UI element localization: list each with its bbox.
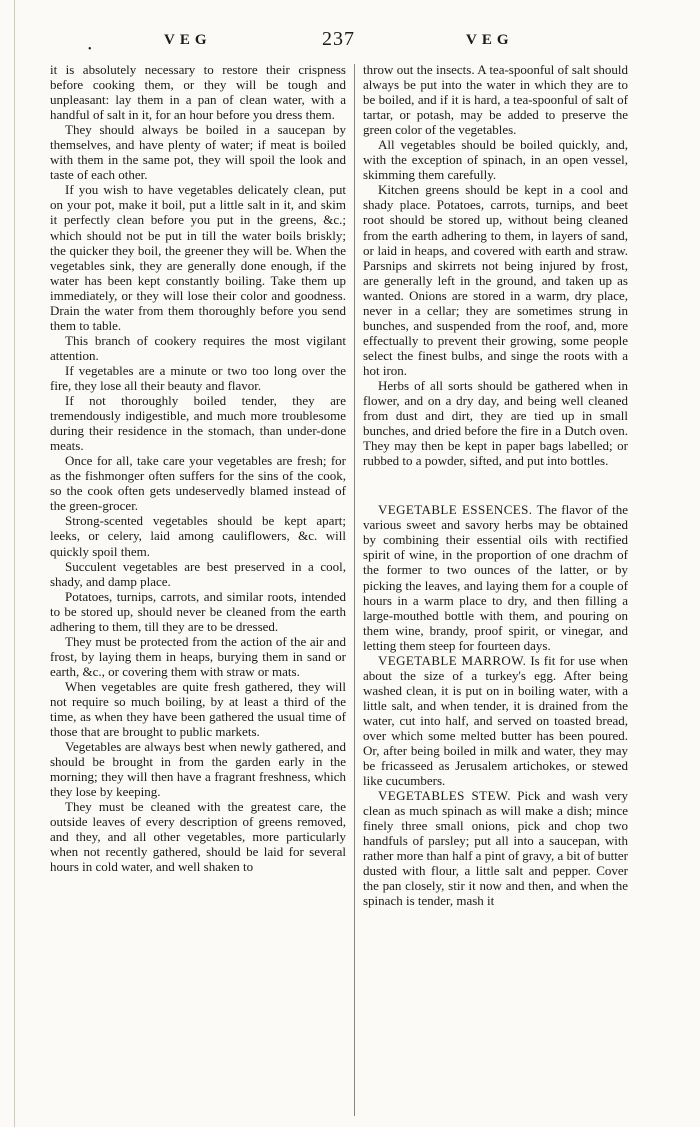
running-head-right: VEG bbox=[466, 32, 514, 48]
paragraph: Once for all, take care your vegetables are fresh; for as the fishmonger often suffers for the sins of the cook, so the cook often gets undeservedly blamed instead of the green-grocer. bbox=[50, 453, 346, 514]
paragraph: Strong-scented vegetables should be kept apart; leeks, or celery, laid among cauliflowers, &c. will quickly spoil them. bbox=[50, 513, 346, 559]
paragraph: If not thoroughly boiled tender, they are tremendously indigestible, and much more troublesome during their residence in the stomach, than under-done meats. bbox=[50, 393, 346, 454]
entry-heading: VEGETABLES STEW. bbox=[378, 788, 511, 804]
column-divider bbox=[354, 64, 355, 1116]
paragraph: Herbs of all sorts should be gathered when in flower, and on a dry day, and being well cleaned from dust and dirt, they are tied up in small bunches, and dried before the fire in a Dutch oven. They may then be kept in paper bags labelled; or rubbed to a powder, sifted, and put into bottles. bbox=[363, 377, 628, 469]
entry-heading: VEGETABLE MARROW. bbox=[378, 652, 527, 668]
running-head bbox=[0, 28, 700, 52]
entry-vegetables-stew bbox=[363, 788, 628, 908]
entry-vegetable-essences bbox=[363, 502, 628, 652]
paragraph: This branch of cookery requires the most vigilant attention. bbox=[50, 332, 346, 363]
right-column bbox=[363, 62, 628, 909]
paragraph: Potatoes, turnips, carrots, and similar roots, intended to be stored up, should never be cleaned from the earth adhering to them, till they are to be dressed. bbox=[50, 588, 346, 634]
running-head-left: VEG bbox=[164, 32, 212, 48]
page-edge-line bbox=[14, 0, 15, 1127]
paragraph: throw out the insects. A tea-spoonful of salt should always be put into the water in which they are to be boiled, and if it is hard, a tea-spoonful of salt of tartar, or potash, may be added to preserve the green color of the vegetables. bbox=[363, 62, 628, 138]
left-column bbox=[50, 62, 346, 875]
margin-dot: • bbox=[88, 44, 92, 55]
paragraph: If you wish to have vegetables delicately clean, put on your pot, make it boil, put a little salt in it, and skim it perfectly clean before you put in the greens, &c.; which should not be put in till the water boils briskly; the quicker they boil, the greener they will be. When the vegetables sink, they are generally done enough, if the water has been kept constantly boiling. Take them up immediately, or they will lose their color and goodness. Drain the water from them thoroughly before you send them to table. bbox=[50, 182, 346, 333]
entry-text: Is fit for use when about the size of a turkey's egg. After being washed clean, it is put on in boiling water, with a little salt, and when tender, it is drained from the water, cut into half, and served on toasted bread, over which some melted butter has been poured. Or, after being boiled in milk and water, they may be fricasseed as Jerusalem artichokes, or stewed like cucumbers. bbox=[363, 652, 628, 789]
paragraph: it is absolutely necessary to restore their crispness before cooking them, or they will be tough and unpleasant: lay them in a pan of clean water, with a handful of salt in it, for an hour before you dress them. bbox=[50, 62, 346, 123]
paragraph: They should always be boiled in a saucepan by themselves, and have plenty of water; if meat is boiled with them in the same pot, they will spoil the look and taste of each other. bbox=[50, 122, 346, 183]
entry-vegetable-marrow bbox=[363, 653, 628, 788]
paragraph: Kitchen greens should be kept in a cool and shady place. Potatoes, carrots, turnips, and beet root should be stored up, without being cleaned from the earth adhering to them, in layers of sand, or laid in heaps, and covered with earth and straw. Parsnips and skirrets not being injured by frost, are generally left in the ground, and taken up as wanted. Onions are stored in a warm, dry place, never in a cellar; they are sometimes strung in bunches, and suspended from the roof, and, more effectually to prevent their growing, some people select the finest bulbs, and singe the roots with a hot iron. bbox=[363, 182, 628, 378]
entry-text: Pick and wash very clean as much spinach as will make a dish; mince finely three small onions, pick and chop two handfuls of parsley; put all into a saucepan, with rather more than half a pint of gravy, a bit of butter dusted with flour, a little salt and pepper. Cover the pan closely, stir it now and then, and when the spinach is tender, mash it bbox=[363, 788, 628, 909]
entry-text: The flavor of the various sweet and savory herbs may be obtained by combining their essential oils with rectified spirit of wine, in the proportion of one drachm of the former to two ounces of the latter, or by picking the leaves, and laying them for a couple of hours in a warm place to dry, and then filling a large-mouthed bottle with them, and pouring on them wine, brandy, proof spirit, or vinegar, and letting them steep for fourteen days. bbox=[363, 502, 628, 653]
paragraph: If vegetables are a minute or two too long over the fire, they lose all their beauty and flavor. bbox=[50, 362, 346, 393]
page-number: 237 bbox=[322, 28, 355, 50]
paragraph: They must be cleaned with the greatest care, the outside leaves of every description of greens removed, and they, and all other vegetables, more particularly when not recently gathered, should be laid for several hours in cold water, and well shaken to bbox=[50, 799, 346, 875]
paragraph: Succulent vegetables are best preserved in a cool, shady, and damp place. bbox=[50, 558, 346, 589]
paragraph: All vegetables should be boiled quickly, and, with the exception of spinach, in an open vessel, skimming them carefully. bbox=[363, 137, 628, 183]
paragraph: They must be protected from the action of the air and frost, by laying them in heaps, burying them in sand or earth, &c., or covering them with straw or mats. bbox=[50, 633, 346, 679]
paragraph: When vegetables are quite fresh gathered, they will not require so much boiling, by at least a third of the time, as when they have been gathered the usual time of those that are brought to public markets. bbox=[50, 678, 346, 740]
entry-heading: VEGETABLE ESSENCES. bbox=[378, 502, 533, 518]
paragraph: Vegetables are always best when newly gathered, and should be brought in from the garden early in the morning; they will then have a fragrant freshness, which they lose by keeping. bbox=[50, 739, 346, 800]
